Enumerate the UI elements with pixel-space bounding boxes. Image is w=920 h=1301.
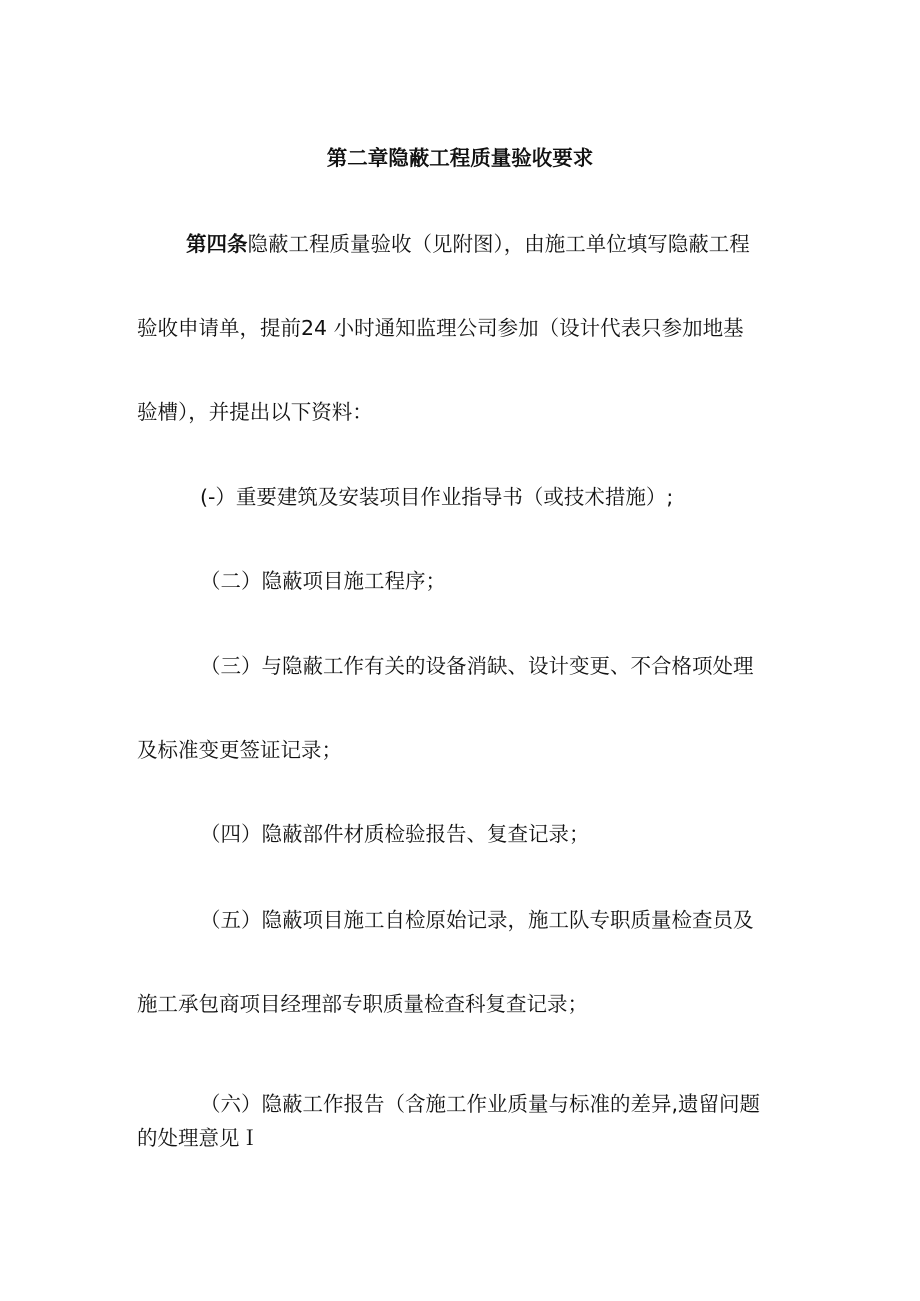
list-item-1: (-）重要建筑及安装项目作业指导书（或技术措施）; (200, 485, 674, 509)
article-4-line-3: 验槽），并提出以下资料： (137, 400, 373, 424)
list-item-6-line-2: 的处理意见Ｉ (137, 1126, 260, 1150)
article-4-line-1 (186, 230, 846, 258)
list-item-6-line-1: （六）隐蔽工作报告（含施工作业质量与标准的差异,遗留问题 (200, 1092, 761, 1116)
article-4-line-2: 验收申请单，提前24 小时通知监理公司参加（设计代表只参加地基 (137, 316, 744, 340)
list-item-4: （四）隐蔽部件材质检验报告、复查记录； (200, 822, 590, 846)
list-item-2: （二）隐蔽项目施工程序； (200, 569, 446, 593)
list-item-5-line-2: 施工承包商项目经理部专职质量检查科复查记录； (137, 992, 588, 1016)
list-item-5-line-1: （五）隐蔽项目施工自检原始记录，施工队专职质量检查员及 (200, 908, 754, 932)
list-item-3-line-1: （三）与隐蔽工作有关的设备消缺、设计变更、不合格项处理 (200, 654, 754, 678)
article-4-label: 第四条 (186, 232, 248, 256)
list-item-3-line-2: 及标准变更签证记录； (137, 738, 342, 762)
article-4-text-1: 隐蔽工程质量验收（见附图），由施工单位填写隐蔽工程 (247, 232, 750, 256)
chapter-title: 第二章隐蔽工程质量验收要求 (326, 146, 594, 170)
